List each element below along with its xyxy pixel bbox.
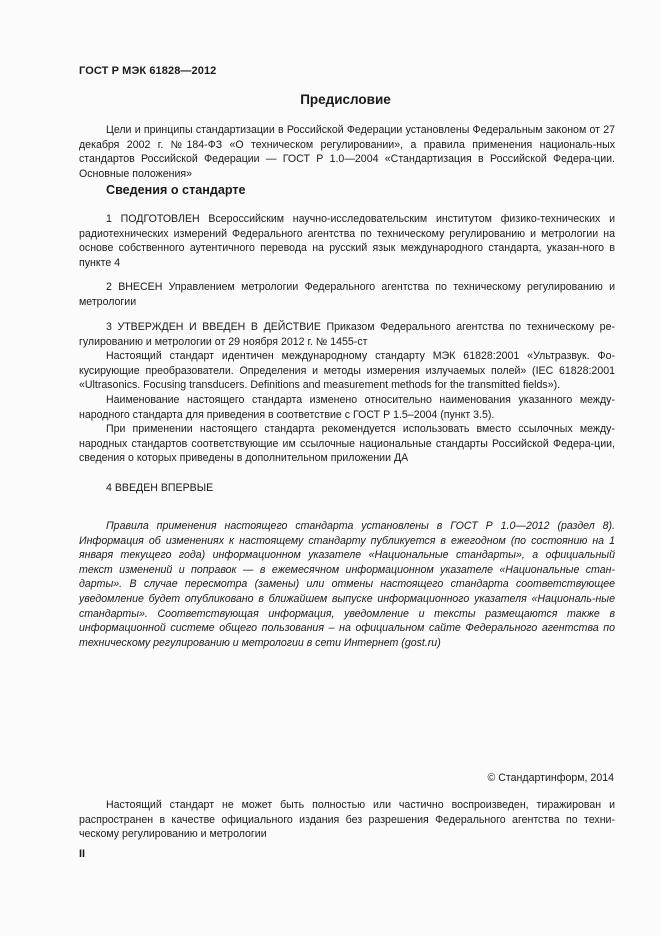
name-change-paragraph: Наименование настоящего стандарта изменено относительно наименования указанного между-народного стандарта для приведения в соответствие с ГОСТ Р 1.5–2004 (пункт 3.5).: [79, 393, 615, 421]
notice-section: [79, 519, 615, 650]
item-2: [79, 280, 615, 309]
page-title: Предисловие: [300, 92, 391, 107]
item-4-paragraph: 4 ВВЕДЕН ВПЕРВЫЕ: [106, 482, 214, 494]
item-1-paragraph: 1 ПОДГОТОВЛЕН Всероссийским научно-исследовательским институтом физико-технических и радиотехнических измерений Федерального агентства по техническому регулированию и метрологии на основе собственного аутентичного перевода на русский язык международного стандарта, указан-ного в пункте 4: [79, 213, 615, 269]
intro-paragraph: Цели и принципы стандартизации в Российской Федерации установлены Федеральным законом от 27 декабря 2002 г. №184-ФЗ «О техническом регулировании», а правила применения националь-ных стандартов Российской Федерации — ГОСТ Р 1.0—2004 «Стандартизация в Российской Федера-ции. Основные положения»: [79, 124, 615, 180]
item-3: [79, 320, 615, 466]
notice-paragraph: Правила применения настоящего стандарта установлены в ГОСТ Р 1.0—2012 (раздел 8). Информация об изменениях к настоящему стандарту публикуется в ежегодном (по состоянию на 1 января текущего года) информационном указателе «Национальные стандарты», а официальный текст изменений и поправок — в ежемесячном информационном указателе «Национальные стан-дарты». В случае пересмотра (замены) или отмены настоящего стандарта соответствующее уведомление будет опубликовано в ближайшем выпуске информационного указателя «Националь-ные стандарты». Соответствующая информация, уведомление и тексты размещаются также в информационной системе общего пользования – на официальном сайте Федерального агентства по техническому регулированию и метрологии в сети Интернет (gost.ru): [79, 520, 615, 649]
item-2-paragraph: 2 ВНЕСЕН Управлением метрологии Федерального агентства по техническому регулированию и метрологии: [79, 281, 615, 308]
item-3-paragraph: 3 УТВЕРЖДЕН И ВВЕДЕН В ДЕЙСТВИЕ Приказом Федерального агентства по техническому ре-гулированию и метрологии от 29 ноября 2012 г. № 1455-ст: [79, 321, 615, 348]
item-1: [79, 212, 615, 270]
identity-paragraph: Настоящий стандарт идентичен международному стандарту МЭК 61828:2001 «Ультразвук. Фо-кусирующие преобразователи. Определения и методы измерения излучаемых полей» (IEC 61828:2001 «Ultrasonics. Focusing transducers. Definitions and measurement methods for the transmitted fields»).: [79, 350, 615, 392]
intro-section: [79, 123, 615, 181]
footer-paragraph: Настоящий стандарт не может быть полностью или частично воспроизведен, тиражирован и распространен в качестве официального издания без разрешения Федерального агентства по техни-ческому регулированию и метрологии: [79, 799, 615, 841]
document-header: ГОСТ Р МЭК 61828—2012: [79, 65, 217, 77]
copyright-line: © Стандартинформ, 2014: [487, 772, 614, 784]
references-paragraph: При применении настоящего стандарта рекомендуется использовать вместо ссылочных между-народных стандартов соответствующие им ссылочные национальные стандарты Российской Федера-ции, сведения о которых приведены в дополнительном приложении ДА: [79, 423, 615, 465]
footer-section: [79, 798, 615, 842]
page-number: II: [79, 848, 86, 860]
item-4: [79, 481, 615, 496]
section-subheading: Сведения о стандарте: [106, 183, 246, 197]
